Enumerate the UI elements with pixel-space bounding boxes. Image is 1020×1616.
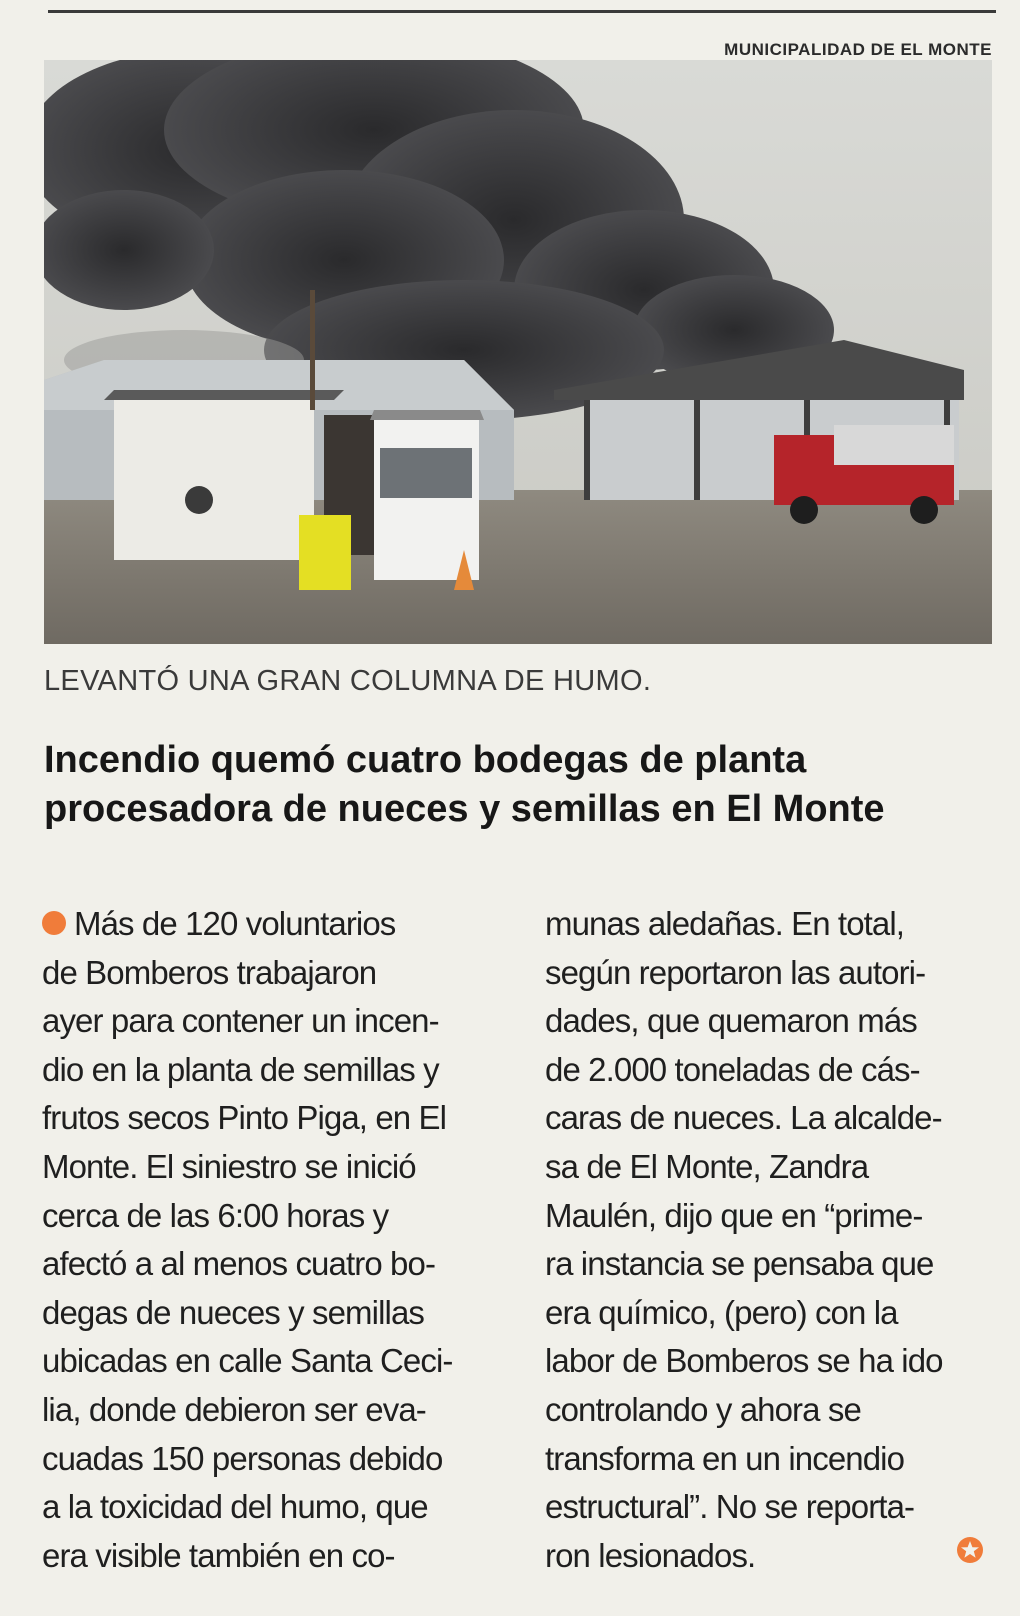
- body-line-text: Más de 120 voluntarios: [74, 905, 396, 942]
- body-line: cerca de las 6:00 horas y: [42, 1196, 389, 1234]
- body-line: ubicadas en calle Santa Ceci-: [42, 1342, 453, 1380]
- body-line: Monte. El siniestro se inició: [42, 1147, 416, 1185]
- body-line: labor de Bomberos se ha ido: [545, 1342, 943, 1380]
- star-end-icon: [956, 1536, 984, 1564]
- body-column-left: [42, 900, 497, 1580]
- body-line: sa de El Monte, Zandra: [545, 1147, 869, 1185]
- body-line: dades, que quemaron más: [545, 1002, 917, 1040]
- body-line: de 2.000 toneladas de cás-: [545, 1050, 920, 1088]
- body-line: estructural”. No se reporta-: [545, 1488, 915, 1526]
- photo-credit: MUNICIPALIDAD DE EL MONTE: [724, 40, 992, 59]
- body-line: era químico, (pero) con la: [545, 1293, 898, 1331]
- body-column-right: [545, 900, 1000, 1580]
- bullet-dot-icon: [42, 911, 66, 935]
- body-line: lia, donde debieron ser eva-: [42, 1390, 426, 1428]
- body-line: según reportaron las autori-: [545, 953, 926, 991]
- body-line: afectó a al menos cuatro bo-: [42, 1245, 436, 1283]
- body-line: era visible también en co-: [42, 1536, 395, 1574]
- body-line: ra instancia se pensaba que: [545, 1245, 934, 1283]
- body-line: de Bomberos trabajaron: [42, 953, 377, 991]
- top-rule: [48, 10, 996, 13]
- body-line: dio en la planta de semillas y: [42, 1050, 439, 1088]
- body-line: ayer para contener un incen-: [42, 1002, 439, 1040]
- body-line: [42, 900, 497, 949]
- body-line: controlando y ahora se: [545, 1390, 861, 1428]
- body-line: degas de nueces y semillas: [42, 1293, 424, 1331]
- fire-smoke-photo: [44, 60, 992, 644]
- body-line: cuadas 150 personas debido: [42, 1439, 443, 1477]
- body-line: caras de nueces. La alcalde-: [545, 1099, 942, 1137]
- photo-caption: LEVANTÓ UNA GRAN COLUMNA DE HUMO.: [44, 665, 652, 697]
- body-line: frutos secos Pinto Piga, en El: [42, 1099, 447, 1137]
- headline-line: procesadora de nueces y semillas en El Monte: [44, 787, 885, 830]
- body-line: a la toxicidad del humo, que: [42, 1488, 428, 1526]
- headline-line: Incendio quemó cuatro bodegas de planta: [44, 739, 807, 781]
- body-line: Maulén, dijo que en “prime-: [545, 1196, 923, 1234]
- body-line: transforma en un incendio: [545, 1439, 905, 1477]
- headline: [44, 738, 974, 835]
- body-line: ron lesionados.: [545, 1536, 756, 1574]
- body-line: munas aledañas. En total,: [545, 905, 905, 942]
